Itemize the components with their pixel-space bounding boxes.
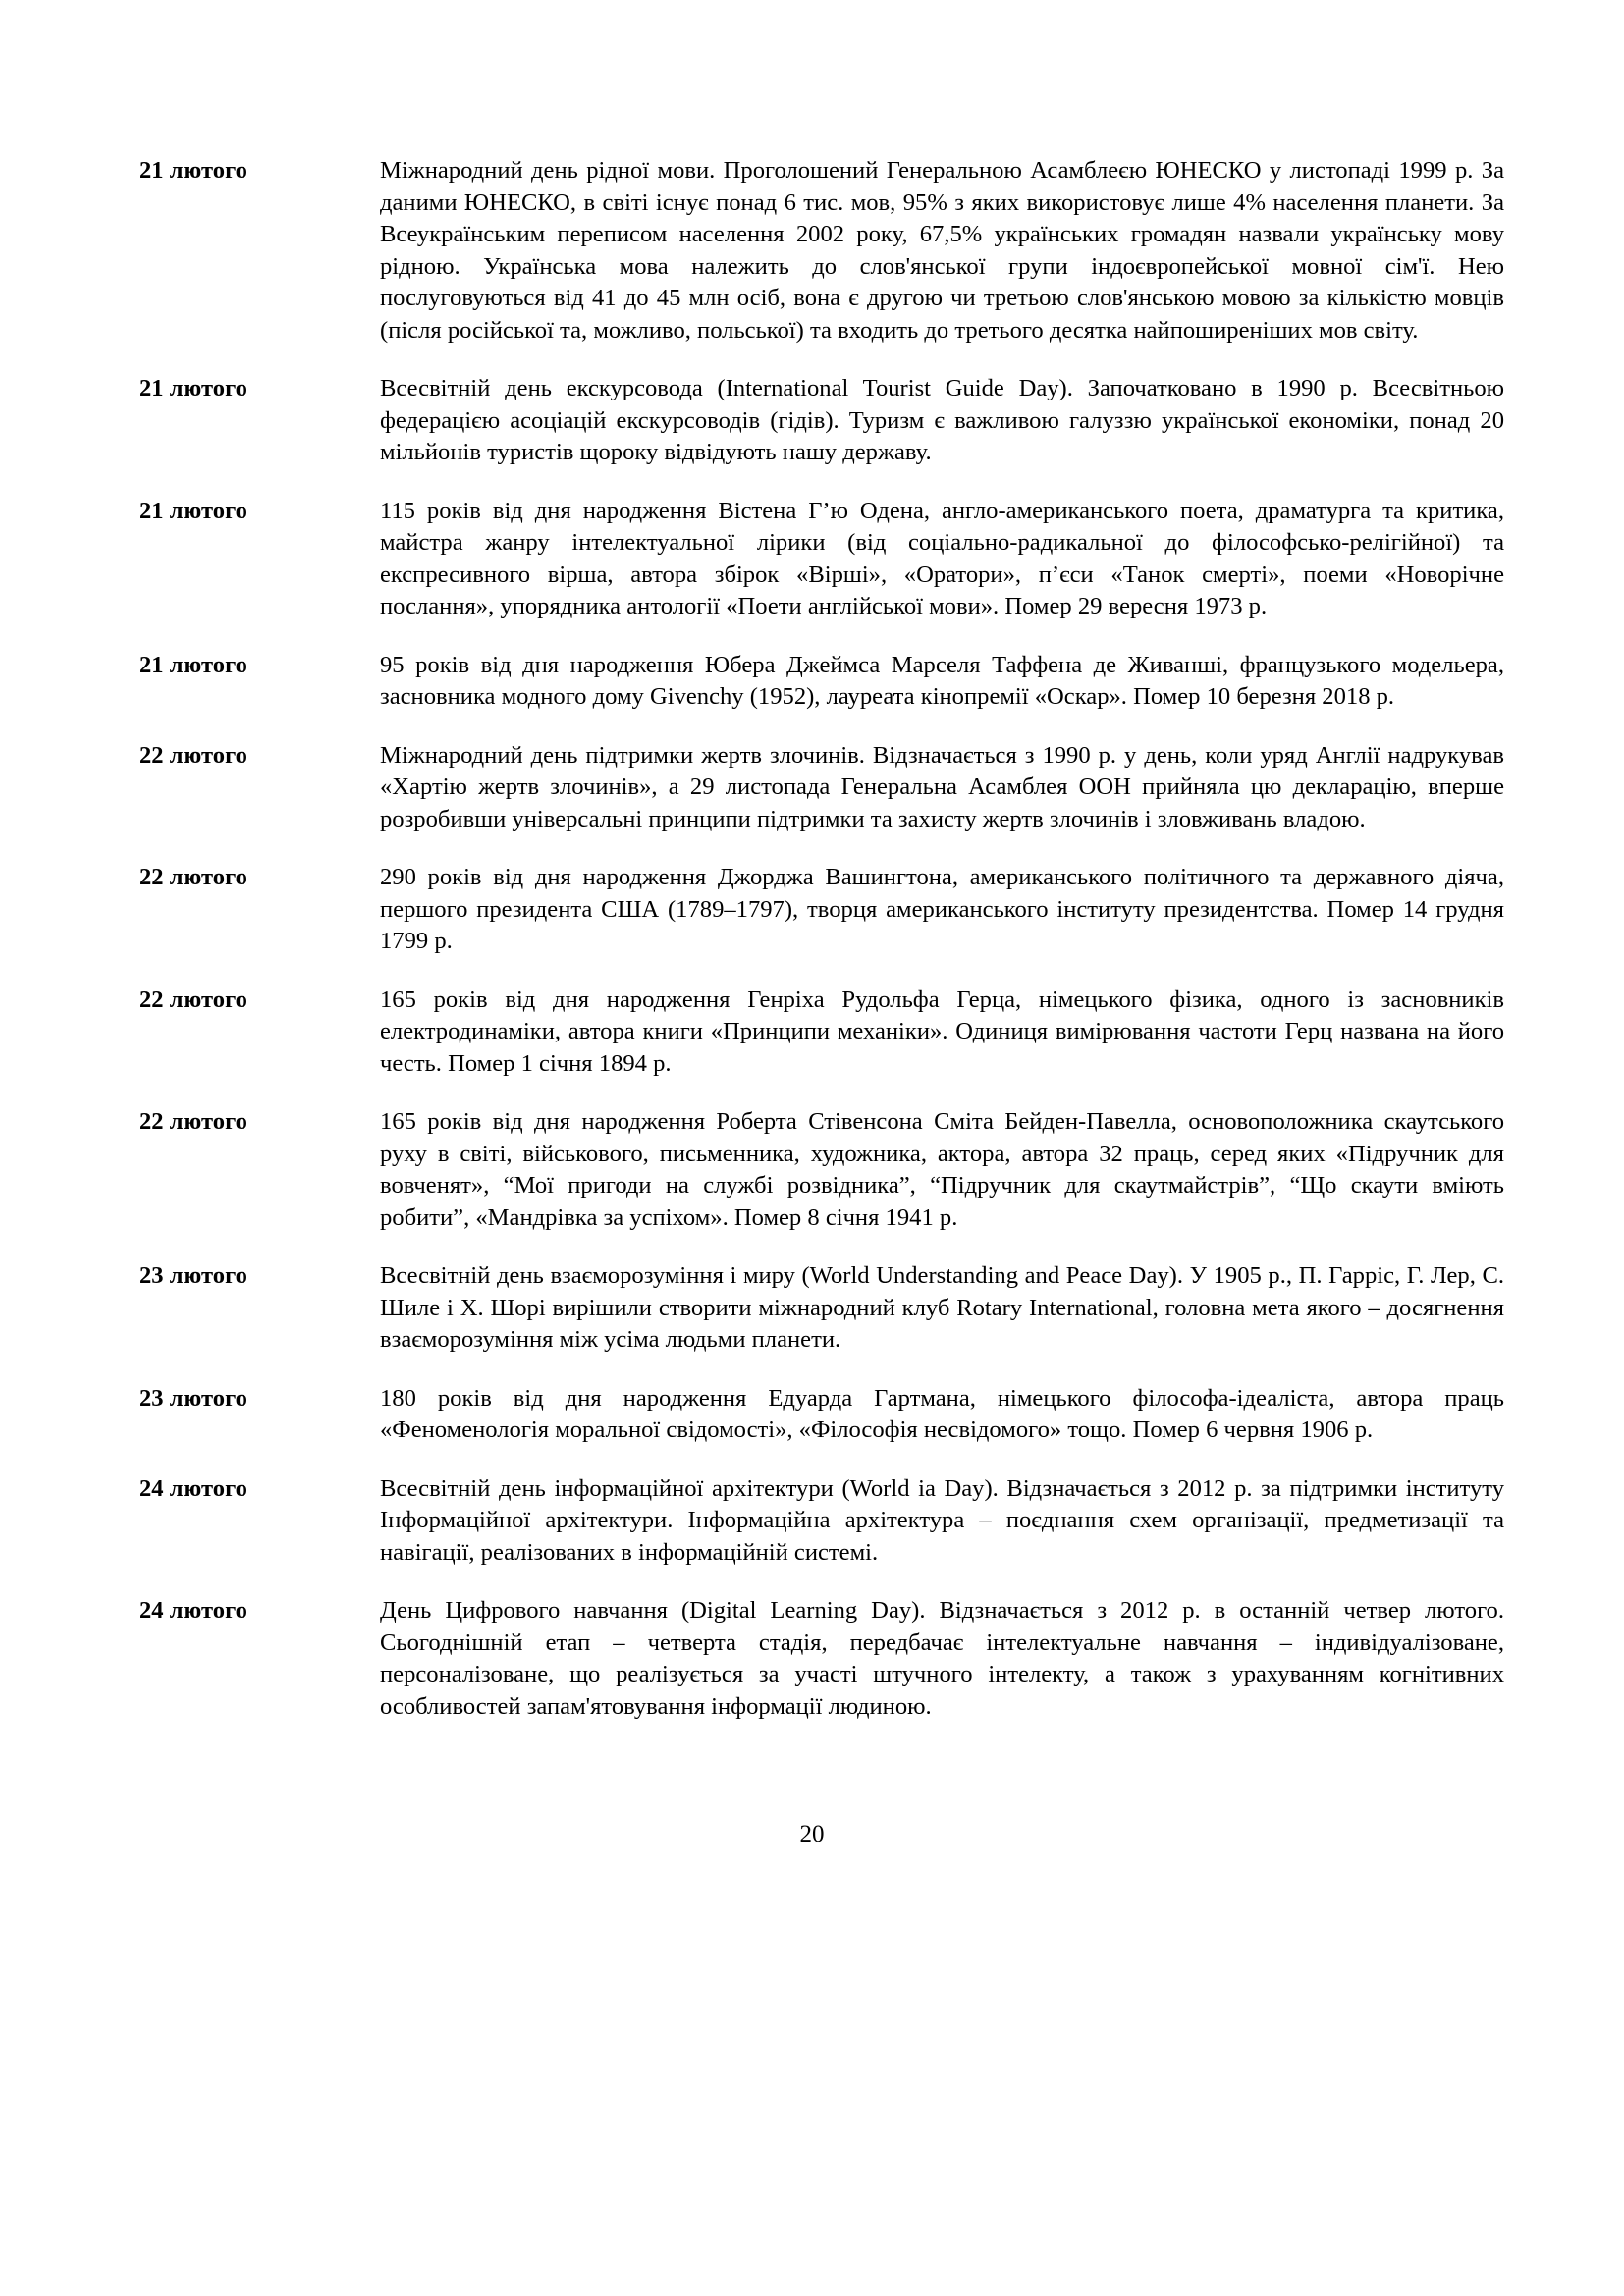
entry-text: Міжнародний день рідної мови. Проголошений Генеральною Асамблеєю ЮНЕСКО у листопаді 1999 р. За даними ЮНЕСКО, в світі існує понад 6 тис. мов, 95% з яких використовує лише 4% населення планети. За Всеукраїнським переписом населення 2002 року, 67,5% українських громадян назвали українську мову рідною. Українська мова належить до слов'янської групи індоєвропейської мовної сім'ї. Нею послуговуються від 41 до 45 млн осіб, вона є другою чи третьою слов'янською мовою за кількістю мовців (після російської та, можливо, польської) та входить до третього десятка найпоширеніших мов світу. — [380, 157, 1504, 344]
entry-date: 21 лютого — [139, 497, 247, 524]
calendar-entry — [139, 1260, 1504, 1357]
entry-text: 95 років від дня народження Юбера Джеймса Марселя Таффена де Живаншi, французького модельера, засновника модного дому Givenchy (1952), лауреата кінопремії «Оскар». Помер 10 березня 2018 р. — [380, 651, 1504, 710]
entry-date: 22 лютого — [139, 864, 247, 890]
entry-date: 23 лютого — [139, 1262, 247, 1289]
calendar-entry — [139, 1473, 1504, 1570]
calendar-entry — [139, 155, 1504, 347]
entry-text: Всесвітній день екскурсовода (International Tourist Guide Day). Започатковано в 1990 р. Всесвітньою федерацією асоціацій екскурсоводів (гідів). Туризм є важливою галуззю української економіки, понад 20 мільйонів туристів щороку відвідують нашу державу. — [380, 375, 1504, 465]
entry-text: 115 років від дня народження Вістена Г’ю Одена, англо-американського поета, драматурга та критика, майстра жанру інтелектуальної лірики (від соціально-радикальної до філософсько-релігійної) та експресивного вірша, автора збірок «Вірші», «Оратори», п’єси «Танок смерті», поеми «Новорічне послання», упорядника антології «Поети англійської мови». Помер 29 вересня 1973 р. — [380, 497, 1504, 619]
page-number: 20 — [799, 1821, 825, 1847]
calendar-entry — [139, 1383, 1504, 1447]
entry-date: 23 лютого — [139, 1384, 247, 1412]
calendar-entry — [139, 496, 1504, 623]
calendar-entry — [139, 862, 1504, 958]
entry-date: 21 лютого — [139, 157, 247, 184]
calendar-entry — [139, 1595, 1504, 1723]
calendar-entry — [139, 373, 1504, 469]
entry-date: 24 лютого — [139, 1474, 247, 1502]
entry-text: 180 років від дня народження Едуарда Гартмана, німецького філософа-ідеаліста, автора праць «Феноменологія моральної свідомості», «Філософія несвідомого» тощо. Помер 6 червня 1906 р. — [380, 1384, 1504, 1443]
entry-text: День Цифрового навчання (Digital Learning Day). Відзначається з 2012 р. в останній четвер лютого. Сьогоднішній етап – четверта стадія, передбачає інтелектуальне навчання – індивідуалізоване, персоналізоване, що реалізується за участі штучного інтелекту, а також з урахуванням когнітивних особливостей запам'ятовування інформації людиною. — [380, 1597, 1504, 1720]
calendar-entry — [139, 1106, 1504, 1234]
calendar-entry — [139, 985, 1504, 1081]
entry-date: 21 лютого — [139, 651, 247, 678]
entry-date: 22 лютого — [139, 741, 247, 769]
entry-text: 165 років від дня народження Роберта Стівенсона Сміта Бейден-Павелла, основоположника скаутського руху в світі, військового, письменника, художника, актора, автора 32 праць, серед яких «Підручник для вовченят», “Мої пригоди на службі розвідника”, “Підручник для скаутмайстрів”, “Що скаути вміють робити”, «Мандрівка за успіхом». Помер 8 січня 1941 р. — [380, 1108, 1504, 1231]
entry-text: Всесвітній день взаєморозуміння і миру (World Understanding and Peace Day). У 1905 р., П. Гарріс, Г. Лер, С. Шиле і Х. Шорі вирішили створити міжнародний клуб Rotary International, головна мета якого – досягнення взаєморозуміння між усіма людьми планети. — [380, 1262, 1504, 1353]
calendar-entry — [139, 740, 1504, 836]
entry-text: Міжнародний день підтримки жертв злочинів. Відзначається з 1990 р. у день, коли уряд Англії надрукував «Хартію жертв злочинів», а 29 листопада Генеральна Асамблея ООН прийняла цю декларацію, вперше розробивши універсальні принципи підтримки та захисту жертв злочинів і зловживань владою. — [380, 741, 1504, 832]
calendar-entries — [139, 155, 1504, 1749]
entry-text: 165 років від дня народження Генріха Рудольфа Герца, німецького фізика, одного із засновників електродинаміки, автора книги «Принципи механіки». Одиниця вимірювання частоти Герц названа на його честь. Помер 1 січня 1894 р. — [380, 986, 1504, 1077]
calendar-entry — [139, 650, 1504, 714]
entry-text: Всесвітній день інформаційної архітектури (World ia Day). Відзначається з 2012 р. за підтримки інституту Інформаційної архітектури. Інформаційна архітектура – поєднання схем організації, предметизації та навігації, реалізованих в інформаційній системі. — [380, 1474, 1504, 1566]
entry-date: 22 лютого — [139, 986, 247, 1013]
entry-date: 24 лютого — [139, 1597, 247, 1624]
entry-date: 21 лютого — [139, 375, 247, 401]
entry-date: 22 лютого — [139, 1108, 247, 1135]
entry-text: 290 років від дня народження Джорджа Вашингтона, американського політичного та державного діяча, першого президента США (1789–1797), творця американського інституту президентства. Помер 14 грудня 1799 р. — [380, 864, 1504, 954]
